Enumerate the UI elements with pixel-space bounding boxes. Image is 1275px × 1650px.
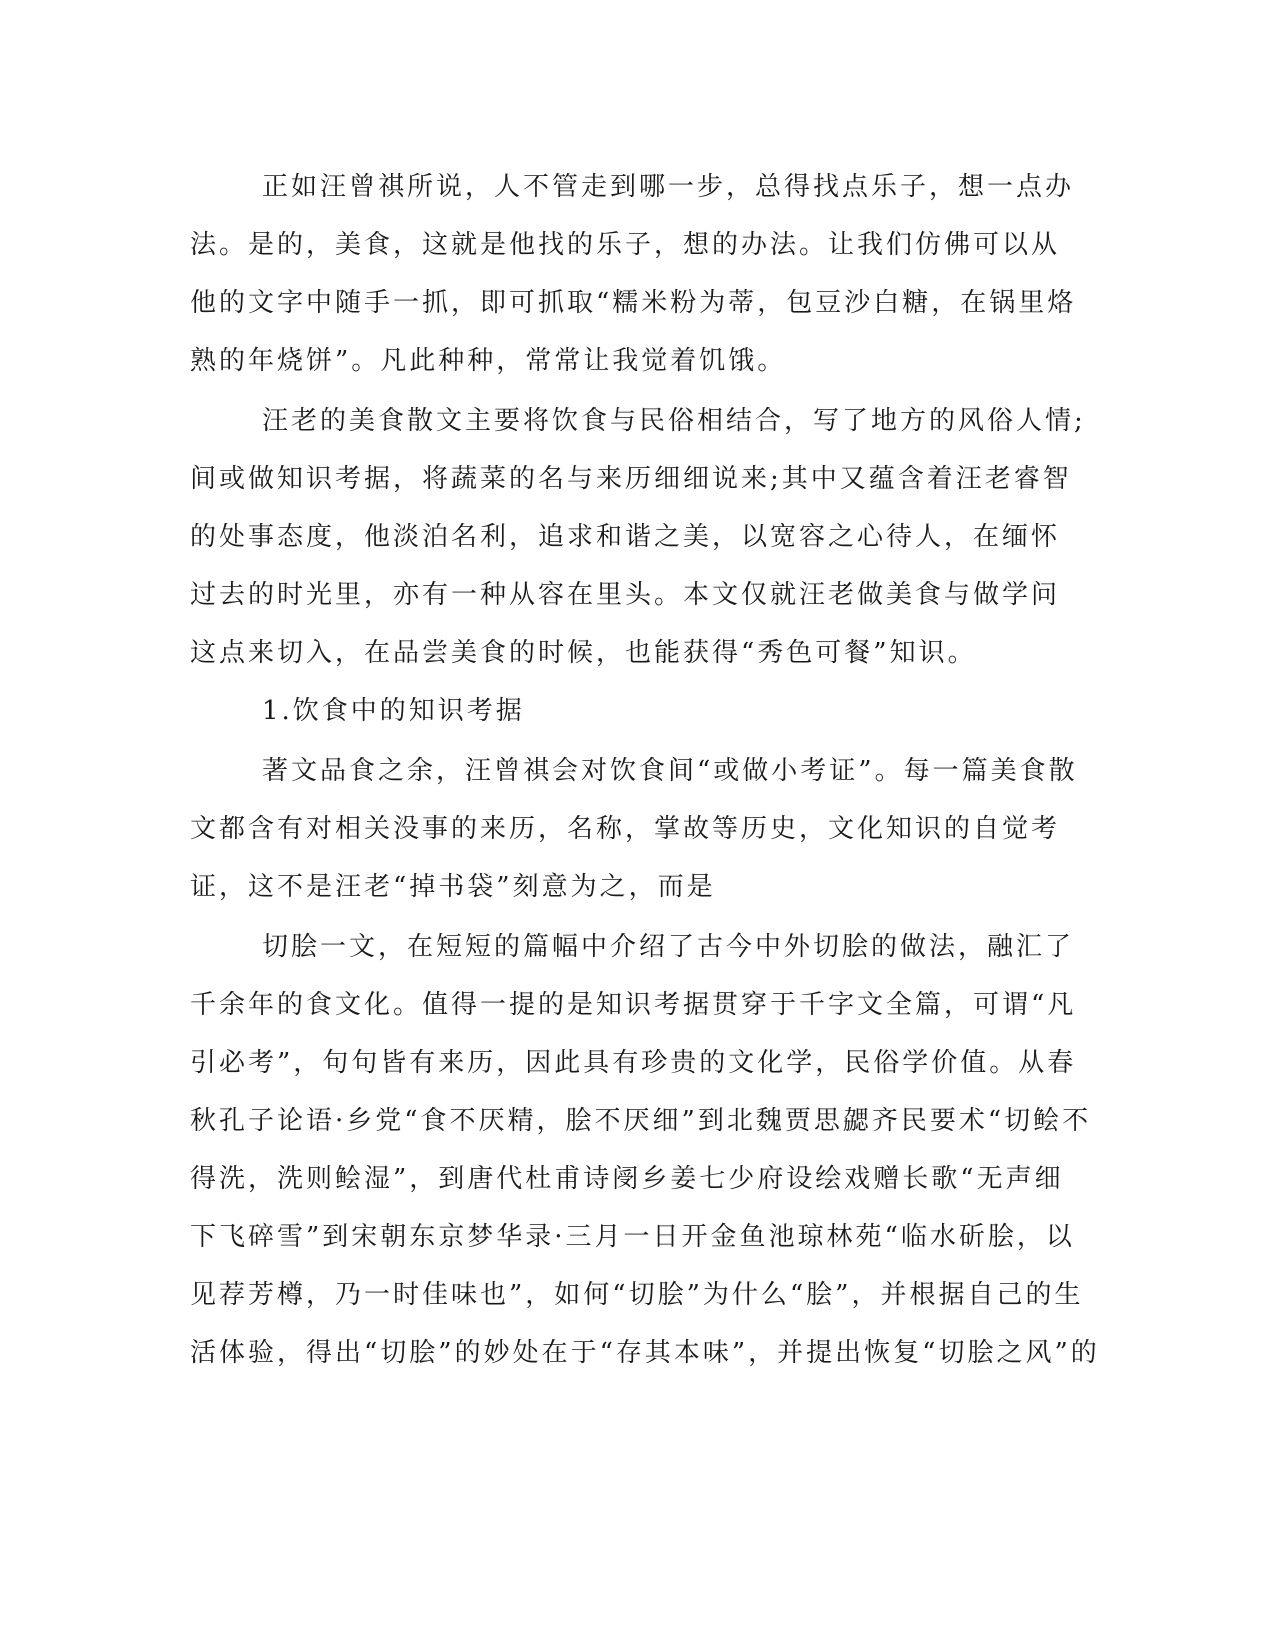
paragraph-3-line-2: 文都含有对相关没事的来历，名称，掌故等历史，文化知识的自觉考	[190, 814, 1061, 844]
section-heading: 1.饮食中的知识考据	[262, 696, 525, 726]
paragraph-4-line-1: 切脍一文，在短短的篇幅中介绍了古今中外切脍的做法，融汇了	[262, 932, 1075, 962]
paragraph-1-line-2: 法。是的，美食，这就是他找的乐子，想的办法。让我们仿佛可以从	[190, 230, 1061, 260]
paragraph-1-line-3: 他的文字中随手一抓，即可抓取“糯米粉为蒂，包豆沙白糖，在锅里烙	[190, 288, 1077, 318]
paragraph-2-line-1: 汪老的美食散文主要将饮食与民俗相结合，写了地方的风俗人情;	[262, 406, 1086, 436]
paragraph-2-line-2: 间或做知识考据，将蔬菜的名与来历细细说来;其中又蕴含着汪老睿智	[190, 464, 1072, 494]
paragraph-4-line-7: 见荐芳樽，乃一时佳味也”，如何“切脍”为什么“脍”，并根据自己的生	[190, 1280, 1084, 1310]
paragraph-1-line-4: 熟的年烧饼”。凡此种种，常常让我觉着饥饿。	[190, 346, 787, 376]
paragraph-4-line-4: 秋孔子论语·乡党“食不厌精，脍不厌细”到北魏贾思勰齐民要术“切鲙不	[190, 1106, 1092, 1136]
paragraph-4-line-5: 得洗，洗则鲙湿”，到唐代杜甫诗阌乡姜七少府设绘戏赠长歌“无声细	[190, 1164, 1064, 1194]
paragraph-4-line-2: 千余年的食文化。值得一提的是知识考据贯穿于千字文全篇，可谓“凡	[190, 990, 1077, 1020]
paragraph-2-line-4: 过去的时光里，亦有一种从容在里头。本文仅就汪老做美食与做学问	[190, 580, 1061, 610]
paragraph-3-line-3: 证，这不是汪老“掉书袋”刻意为之，而是	[190, 872, 716, 902]
paragraph-4-line-8: 活体验，得出“切脍”的妙处在于“存其本味”，并提出恢复“切脍之风”的	[190, 1338, 1100, 1368]
paragraph-2-line-5: 这点来切入，在品尝美食的时候，也能获得“秀色可餐”知识。	[190, 638, 977, 668]
paragraph-3-line-1: 著文品食之余，汪曾祺会对饮食间“或做小考证”。每一篇美食散	[262, 756, 1078, 786]
paragraph-1-line-1: 正如汪曾祺所说，人不管走到哪一步，总得找点乐子，想一点办	[262, 172, 1075, 202]
paragraph-4-line-6: 下飞碎雪”到宋朝东京梦华录·三月一日开金鱼池琼林苑“临水斫脍，以	[190, 1222, 1075, 1252]
paragraph-2-line-3: 的处事态度，他淡泊名利，追求和谐之美，以宽容之心待人，在缅怀	[190, 522, 1061, 552]
paragraph-4-line-3: 引必考”，句句皆有来历，因此具有珍贵的文化学，民俗学价值。从春	[190, 1048, 1077, 1078]
